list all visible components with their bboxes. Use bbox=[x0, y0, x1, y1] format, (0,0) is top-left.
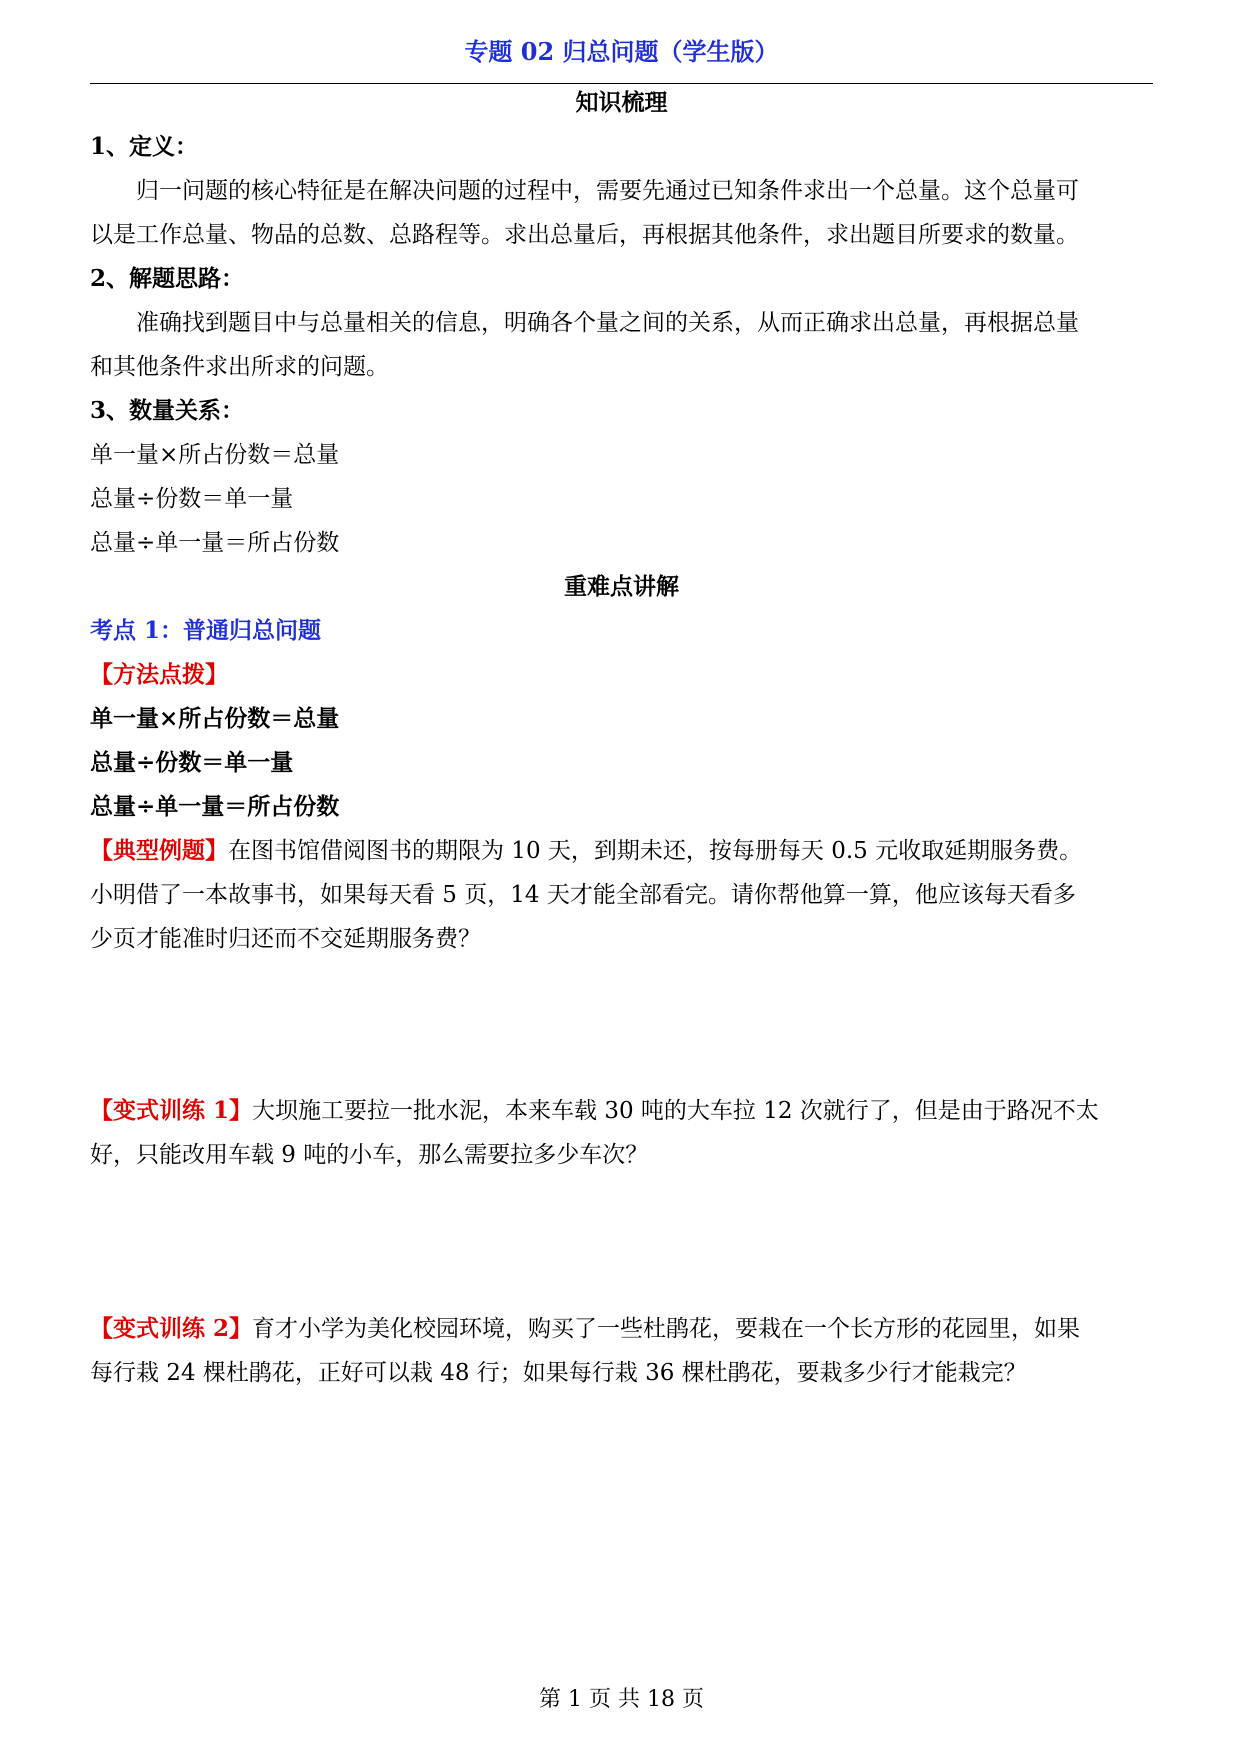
definition-label: 1、定义： bbox=[90, 133, 199, 160]
approach-label: 2、解题思路： bbox=[90, 265, 245, 292]
key-point-title: 考点 1：普通归总问题 bbox=[90, 617, 322, 644]
practice-2-text: 育才小学为美化校园环境，购买了一些杜鹃花，要栽在一个长方形的花园里，如果 bbox=[252, 1316, 1081, 1342]
section-heading-knowledge: 知识梳理 bbox=[575, 89, 668, 116]
practice-1-text: 大坝施工要拉一批水泥，本来车载 30 吨的大车拉 12 次就行了，但是由于路况不太 bbox=[252, 1098, 1099, 1124]
relation-formula: 总量÷份数＝单一量 bbox=[90, 486, 294, 512]
method-formula: 单一量×所占份数＝总量 bbox=[90, 705, 340, 732]
example-text: 在图书馆借阅图书的期限为 10 天，到期未还，按每册每天 0.5 元收取延期服务费。 bbox=[228, 838, 1083, 864]
page-footer: 第 1 页 共 18 页 bbox=[539, 1687, 704, 1712]
header-rule bbox=[90, 83, 1153, 84]
approach-text-line: 准确找到题目中与总量相关的信息，明确各个量之间的关系，从而正确求出总量，再根据总量 bbox=[136, 310, 1079, 336]
relation-formula: 单一量×所占份数＝总量 bbox=[90, 442, 340, 468]
practice-1-line: 好，只能改用车载 9 吨的小车，那么需要拉多少车次？ bbox=[90, 1142, 649, 1168]
example-problem-line bbox=[90, 836, 1153, 866]
example-tag: 【典型例题】 bbox=[90, 837, 228, 864]
definition-text-line: 归一问题的核心特征是在解决问题的过程中，需要先通过已知条件求出一个总量。这个总量可 bbox=[136, 178, 1079, 204]
example-problem-line: 少页才能准时归还而不交延期服务费？ bbox=[90, 926, 481, 952]
section-heading-key-points: 重难点讲解 bbox=[564, 573, 679, 600]
practice-2-line bbox=[90, 1314, 1153, 1344]
practice-1-tag: 【变式训练 1】 bbox=[90, 1097, 253, 1124]
relations-label: 3、数量关系： bbox=[90, 397, 245, 424]
method-tag: 【方法点拨】 bbox=[90, 661, 228, 688]
definition-text-line: 以是工作总量、物品的总数、总路程等。求出总量后，再根据其他条件，求出题目所要求的数量。 bbox=[90, 222, 1079, 248]
method-formula: 总量÷单一量＝所占份数 bbox=[90, 793, 340, 820]
page-header-title: 专题 02 归总问题（学生版） bbox=[464, 37, 779, 66]
practice-2-tag: 【变式训练 2】 bbox=[90, 1315, 253, 1342]
method-formula: 总量÷份数＝单一量 bbox=[90, 749, 294, 776]
example-problem-line: 小明借了一本故事书，如果每天看 5 页，14 天才能全部看完。请你帮他算一算，他应该每天看多 bbox=[90, 882, 1076, 908]
practice-1-line bbox=[90, 1096, 1153, 1126]
approach-text-line: 和其他条件求出所求的问题。 bbox=[90, 354, 389, 380]
relation-formula: 总量÷单一量＝所占份数 bbox=[90, 530, 340, 556]
practice-2-line: 每行栽 24 棵杜鹃花，正好可以栽 48 行；如果每行栽 36 棵杜鹃花，要栽多少行才能栽完？ bbox=[90, 1360, 1027, 1386]
